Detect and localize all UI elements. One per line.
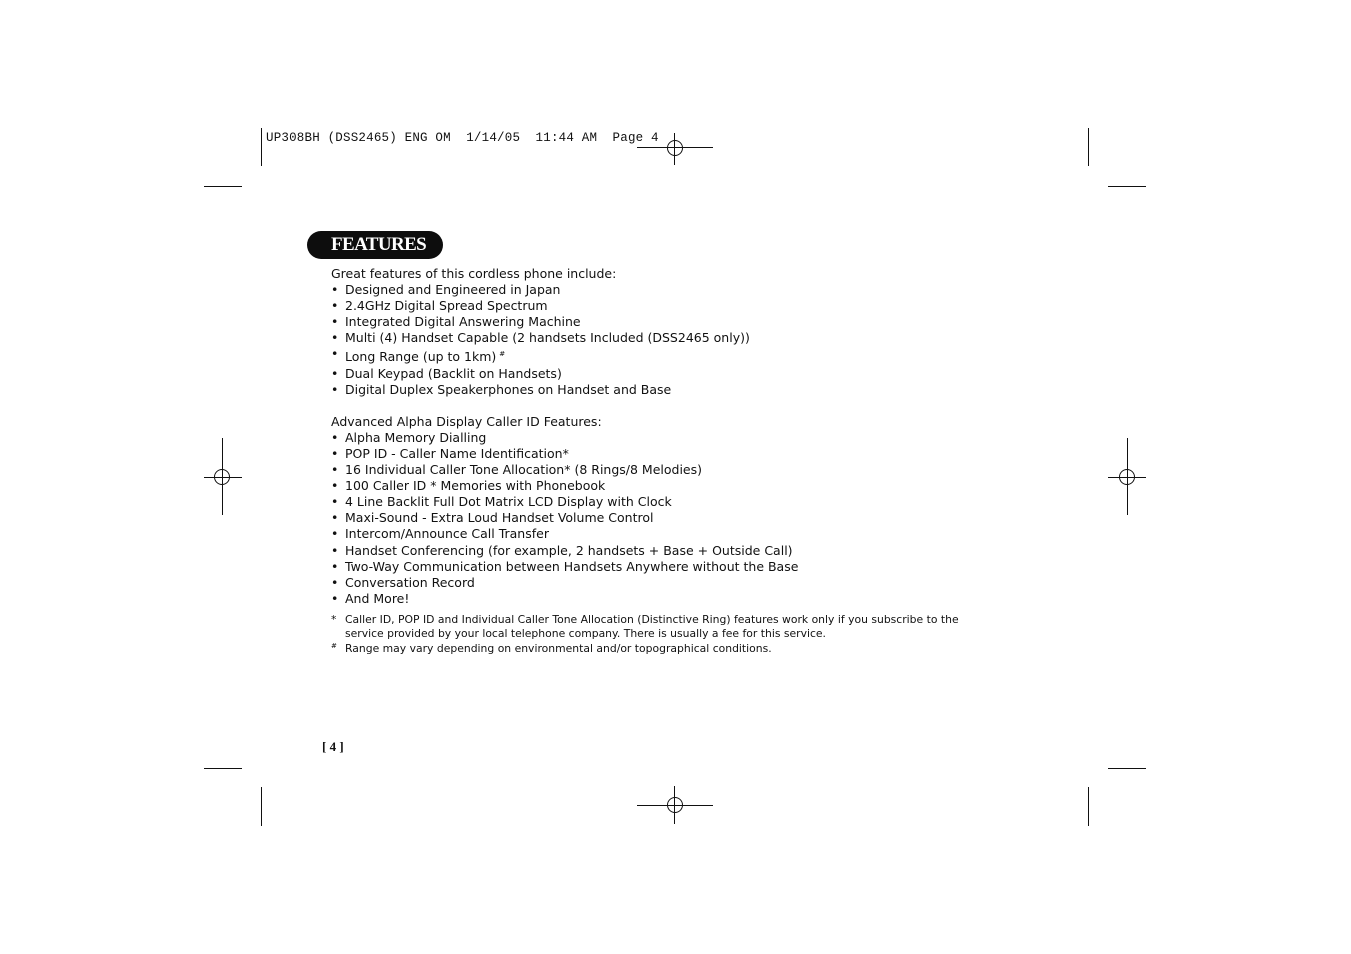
bullet-icon: • xyxy=(331,330,339,346)
footnote-text: Caller ID, POP ID and Individual Caller Tone Allocation (Distinctive Ring) features work only if you subscribe to the service provided by your local telephone company. There is usually a fee for this service. xyxy=(345,612,959,641)
list-item xyxy=(331,462,991,478)
list-item xyxy=(331,366,991,382)
list-item-text: Integrated Digital Answering Machine xyxy=(345,314,581,330)
bullet-icon: • xyxy=(331,478,339,494)
registration-mark-top-circle xyxy=(667,140,683,156)
crop-mark-top-left-vertical xyxy=(261,128,262,166)
caller-id-intro: Advanced Alpha Display Caller ID Features: xyxy=(331,413,602,429)
list-item-text: 16 Individual Caller Tone Allocation* (8 Rings/8 Melodies) xyxy=(345,462,703,478)
main-features-list xyxy=(331,282,991,398)
footnote-range xyxy=(331,642,991,657)
list-item-text: POP ID - Caller Name Identification* xyxy=(345,445,569,461)
list-item-text: Designed and Engineered in Japan xyxy=(345,282,561,298)
bullet-icon: • xyxy=(331,298,339,314)
features-content xyxy=(331,266,991,656)
footnote-symbol: * xyxy=(331,612,337,626)
footnote-caller-id xyxy=(331,613,991,642)
bullet-icon: • xyxy=(331,381,339,397)
crop-mark-top-left-horizontal xyxy=(204,186,242,187)
bullet-icon: • xyxy=(331,542,339,558)
bullet-icon: • xyxy=(331,526,339,542)
list-item xyxy=(331,382,991,398)
list-item xyxy=(331,510,991,526)
list-item-text: Multi (4) Handset Capable (2 handsets Included (DSS2465 only)) xyxy=(345,330,750,346)
page-number: [ 4 ] xyxy=(322,739,344,754)
registration-mark-right-circle xyxy=(1119,469,1135,485)
list-item xyxy=(331,298,991,314)
list-item xyxy=(331,330,991,346)
list-item xyxy=(331,494,991,510)
list-item xyxy=(331,282,991,298)
bullet-icon: • xyxy=(331,574,339,590)
footnote-symbol: # xyxy=(331,641,337,650)
footnotes xyxy=(331,613,991,657)
features-heading: FEATURES xyxy=(307,231,443,259)
list-item-text: Digital Duplex Speakerphones on Handset and Base xyxy=(345,381,672,397)
list-item xyxy=(331,559,991,575)
list-item xyxy=(331,446,991,462)
list-item-text: And More! xyxy=(345,590,410,606)
list-item xyxy=(331,526,991,542)
list-item-text: Maxi-Sound - Extra Loud Handset Volume Control xyxy=(345,510,654,526)
registration-mark-left-circle xyxy=(214,469,230,485)
features-intro: Great features of this cordless phone include: xyxy=(331,266,617,281)
list-item-text: Alpha Memory Dialling xyxy=(345,429,487,445)
bullet-icon: • xyxy=(331,445,339,461)
list-item-text: Intercom/Announce Call Transfer xyxy=(345,526,549,542)
bullet-icon: • xyxy=(331,282,339,298)
list-item-text: 2.4GHz Digital Spread Spectrum xyxy=(345,298,548,314)
crop-mark-top-right-horizontal xyxy=(1108,186,1146,187)
list-item xyxy=(331,591,991,607)
list-item-text: Dual Keypad (Backlit on Handsets) xyxy=(345,365,562,381)
section-spacer xyxy=(331,398,991,414)
crop-mark-bottom-left-horizontal xyxy=(204,768,242,769)
bullet-icon: • xyxy=(331,590,339,606)
bullet-icon: • xyxy=(331,429,339,445)
printer-slug-line: UP308BH (DSS2465) ENG OM 1/14/05 11:44 AM Page 4 xyxy=(266,131,659,145)
range-footnote-mark: # xyxy=(499,350,506,359)
list-item xyxy=(331,478,991,494)
bullet-icon: • xyxy=(331,346,339,362)
registration-mark-bottom-circle xyxy=(667,797,683,813)
list-item-text: Conversation Record xyxy=(345,574,475,590)
list-item-text: Handset Conferencing (for example, 2 handsets + Base + Outside Call) xyxy=(345,542,793,558)
bullet-icon: • xyxy=(331,314,339,330)
crop-mark-top-right-vertical xyxy=(1088,128,1089,166)
bullet-icon: • xyxy=(331,510,339,526)
bullet-icon: • xyxy=(331,462,339,478)
footnote-text: Range may vary depending on environmental and/or topographical conditions. xyxy=(345,641,772,655)
list-item-text: Long Range (up to 1km) xyxy=(345,349,497,365)
bullet-icon: • xyxy=(331,365,339,381)
bullet-icon: • xyxy=(331,494,339,510)
list-item xyxy=(331,543,991,559)
list-item-text: 4 Line Backlit Full Dot Matrix LCD Display with Clock xyxy=(345,494,672,510)
caller-id-features-list xyxy=(331,430,991,607)
list-item xyxy=(331,314,991,330)
crop-mark-bottom-left-vertical xyxy=(261,787,262,826)
crop-mark-bottom-right-horizontal xyxy=(1108,768,1146,769)
bullet-icon: • xyxy=(331,558,339,574)
list-item-text: 100 Caller ID * Memories with Phonebook xyxy=(345,478,606,494)
list-item xyxy=(331,346,991,365)
list-item xyxy=(331,430,991,446)
list-item xyxy=(331,575,991,591)
crop-mark-bottom-right-vertical xyxy=(1088,787,1089,826)
list-item-text: Two-Way Communication between Handsets Anywhere without the Base xyxy=(345,558,799,574)
